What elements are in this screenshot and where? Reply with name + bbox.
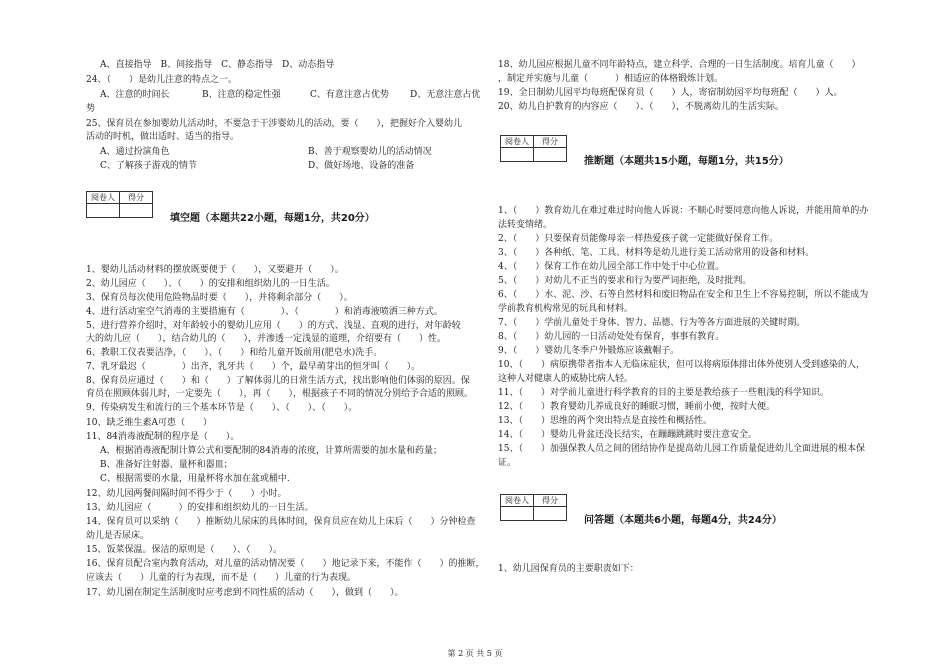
fill-q5-line2: 大的幼儿应（ ），结合幼儿的（ ），并渗透一定浅显的道理，介绍要有（ ）性。 [86, 334, 447, 344]
fill-q11-step-a: A、根据消毒液配制计算公式和要配制的84消毒的浓度，计算所需要的加水量和药量； [100, 446, 442, 456]
judge-q12: 12、（ ）教育婴幼儿养成良好的睡眠习惯，睡前小便，按时大便。 [498, 402, 775, 412]
fill-q4: 4、进行活动室空气消毒的主要措施有（ ）、（ ）和消毒液喷洒三种方式。 [86, 307, 443, 317]
fill-q9: 9、传染病发生和流行的三个基本环节是（ ）、（ ）、（ ）。 [86, 403, 358, 413]
judge-q2: 2、（ ）只要保育员能像母亲一样热爱孩子就一定能做好保育工作。 [498, 234, 779, 244]
fill-q16-line1: 16、保育员配合室内教育活动，对儿童的活动情况要（ ）地记录下来，不能作（ ）的推断， [86, 559, 485, 569]
q25-options-row1 [86, 146, 466, 158]
grader-blank [501, 507, 534, 521]
q25-options-row2 [86, 160, 466, 172]
fill-in-section-title: 填空题（本题共22小题，每题1分，共20分） [170, 213, 375, 224]
fill-q19: 19、全日制幼儿园平均每班配保育员（ ）人，寄宿制幼园平均每班配（ ）人。 [498, 88, 843, 98]
judge-q8: 8、（ ）幼儿园的一日活动处处有保育，事事有教育。 [498, 332, 725, 342]
fill-q10: 10、缺乏维生素A可患（ ） [86, 418, 212, 428]
fill-q14-line2: 幼儿是否尿床。 [86, 531, 150, 541]
qa-q1: 1、幼儿园保育员的主要职责如下： [498, 564, 639, 574]
judge-q3: 3、（ ）各种纸、笔、工具、材料等是幼儿进行美工活动常用的设备和材料。 [498, 248, 815, 258]
fill-q3: 3、保育员每次使用危险物品时要（ ），并将剩余部分（ ）。 [86, 293, 353, 303]
fill-q1: 1、婴幼儿活动材料的摆放既要便于（ ），又要避开（ ）。 [86, 265, 344, 275]
fill-q2: 2、幼儿园应（ ）、（ ）的安排和组织幼儿的一日生活。 [86, 279, 335, 289]
score-box-judge [500, 135, 567, 162]
judge-q10-line2: 这种人对健康人的威胁比病人轻。 [498, 374, 634, 384]
score-box-fill [86, 191, 153, 218]
q24-options [86, 89, 481, 101]
points-blank [120, 204, 153, 218]
fill-q20: 20、幼儿自护教育的内容应（ ）、（ ），不脱离幼儿的生活实际。 [498, 102, 784, 112]
grader-label: 阅卷人 [501, 495, 534, 507]
fill-q13: 13、幼儿园应（ ）的安排和组织幼儿的一日生活。 [86, 503, 314, 513]
fill-q18-line1: 18、幼儿园应根据儿童不同年龄特点，建立科学、合理的一日生活制度。培育儿童（ ） [498, 60, 861, 70]
judge-q1-line1: 1、（ ）教育幼儿在难过难过时向他人诉说：不顺心时要同意向他人诉说，并能用简单的办 [498, 206, 869, 216]
fill-q18-line2: ，制定并实施与儿童（ ）相适应的体格锻炼计划。 [498, 74, 724, 84]
judge-q9: 9、（ ）婴幼儿冬季户外锻炼应该戴帽子。 [498, 346, 680, 356]
fill-q7: 7、乳牙最迟（ ）出齐，乳牙共（ ）个，最早萌芽出的恒牙叫（ ）。 [86, 362, 421, 372]
fill-q16-line2: 应该去（ ）儿童的行为表现，而不是（ ）儿童的行为表现。 [86, 573, 357, 583]
q24-option-a: A、注意的时间长 [100, 90, 170, 100]
grader-label: 阅卷人 [501, 136, 534, 148]
judge-q7: 7、（ ）学前儿童处于身体、智力、品德、行为等各方面进展的关键时期。 [498, 318, 806, 328]
grader-blank [87, 204, 120, 218]
judge-q15-line1: 15、（ ）加强保教人员之间的团结协作是提高幼儿园工作质量促进幼儿全面进展的根本保 [498, 444, 865, 454]
judge-q1-line2: 法转变情绪。 [498, 220, 553, 230]
q25-option-a: A、通过扮演角色 [100, 147, 170, 157]
q25-option-c: C、了解孩子游戏的情节 [100, 161, 197, 171]
q23-options: A、直接指导 B、间接指导 C、静态指导 D、动态指导 [100, 60, 335, 70]
judge-q5: 5、（ ）对幼儿不正当的要求和行为要严词拒绝，及时批判。 [498, 276, 752, 286]
judge-q4: 4、（ ）保育工作在幼儿园全部工作中处于中心位置。 [498, 262, 725, 272]
points-blank [534, 507, 567, 521]
points-label: 得分 [534, 136, 567, 148]
grader-label: 阅卷人 [87, 192, 120, 204]
judge-q11: 11、（ ）对学前儿童进行科学教育的目的主要是教给孩子一些粗浅的科学知识。 [498, 388, 829, 398]
fill-q12: 12、幼儿园两餐间隔时间不得少于（ ）小时。 [86, 489, 287, 499]
grader-blank [501, 148, 534, 162]
points-label: 得分 [120, 192, 153, 204]
q24-option-b: B、注意的稳定性强 [202, 90, 281, 100]
fill-q5-line1: 5、进行营养介绍时，对年龄较小的婴幼儿应用（ ）的方式、浅显、直观的进行，对年龄较 [86, 321, 461, 331]
fill-q15: 15、饭菜保温。保洁的原则是（ ）、（ ）。 [86, 545, 282, 555]
fill-q11-step-b: B、准备好注射器、量杯和器皿； [100, 460, 233, 470]
q25-stem-line1: 25、保育员在参加婴幼儿活动时，不要急于干涉婴幼儿的活动，要（ ），把握好介入婴幼儿 [86, 119, 462, 129]
fill-q8-line1: 8、保育员应通过（ ）和（ ）了解体弱儿的日常生活方式，找出影响他们体弱的原因。保 [86, 376, 470, 386]
q24-option-d: D、无意注意占优 [410, 90, 481, 100]
score-box-qa [500, 494, 567, 521]
qa-section-title: 问答题（本题共6小题，每题4分，共24分） [584, 515, 782, 526]
judge-q13: 13、（ ）思维的两个突出特点是直接性和概括性。 [498, 416, 712, 426]
judge-q6-line2: 学前教育机构常见的玩具和材料。 [498, 304, 634, 314]
q24-stem: 24、（ ）是幼儿注意的特点之一。 [86, 75, 237, 85]
points-label: 得分 [534, 495, 567, 507]
judge-section-title: 推断题（本题共15小题，每题1分，共15分） [584, 156, 789, 167]
fill-q8-line2: 育员在照顾体弱儿时，一定要先（ ），再（ ），根据孩子不同的情况分别给予合适的照顾。 [86, 389, 474, 399]
q25-option-d: D、做好场地、设备的准备 [308, 161, 415, 171]
points-blank [534, 148, 567, 162]
page-number: 第 2 页 共 5 页 [447, 649, 503, 658]
fill-q14-line1: 14、保育员可以采纳（ ）推断幼儿尿床的具体时间，保育员应在幼儿上床后（ ）分钟检查 [86, 517, 476, 527]
judge-q10-line1: 10、（ ）病原携带者指本人无临床症状，但可以将病原体排出体外使别人受到感染的人， [498, 360, 865, 370]
judge-q15-line2: 证。 [498, 458, 517, 468]
q24-tail: 势 [86, 104, 96, 114]
q24-option-c: C、有意注意占优势 [310, 90, 389, 100]
q25-option-b: B、善于观察婴幼儿的活动情况 [308, 147, 432, 157]
judge-q14: 14、（ ）婴幼儿骨盆还没长结实，在蹦蹦跳跳时要注意安全。 [498, 430, 757, 440]
judge-q6-line1: 6、（ ）水、泥、沙、石等自然材料和废旧物品在安全和卫生上不容易控制，所以不能成为 [498, 290, 869, 300]
fill-q17: 17、幼儿園在制定生活制度时应考虑到不同性质的活动（ ），做到（ ）。 [86, 588, 404, 598]
fill-q6: 6、教职工仪表要洁净，（ ）、（ ）和给儿童开饭前用(肥皂水)洗手。 [86, 348, 383, 358]
q25-stem-line2: 活动的时机，做出适时、适当的指导。 [86, 132, 240, 142]
fill-q11-step-c: C、根据需要的水量，用量杯将水加在盆或桶中. [100, 474, 290, 484]
fill-q11: 11、84消毒液配制的程序是（ ）。 [86, 432, 240, 442]
